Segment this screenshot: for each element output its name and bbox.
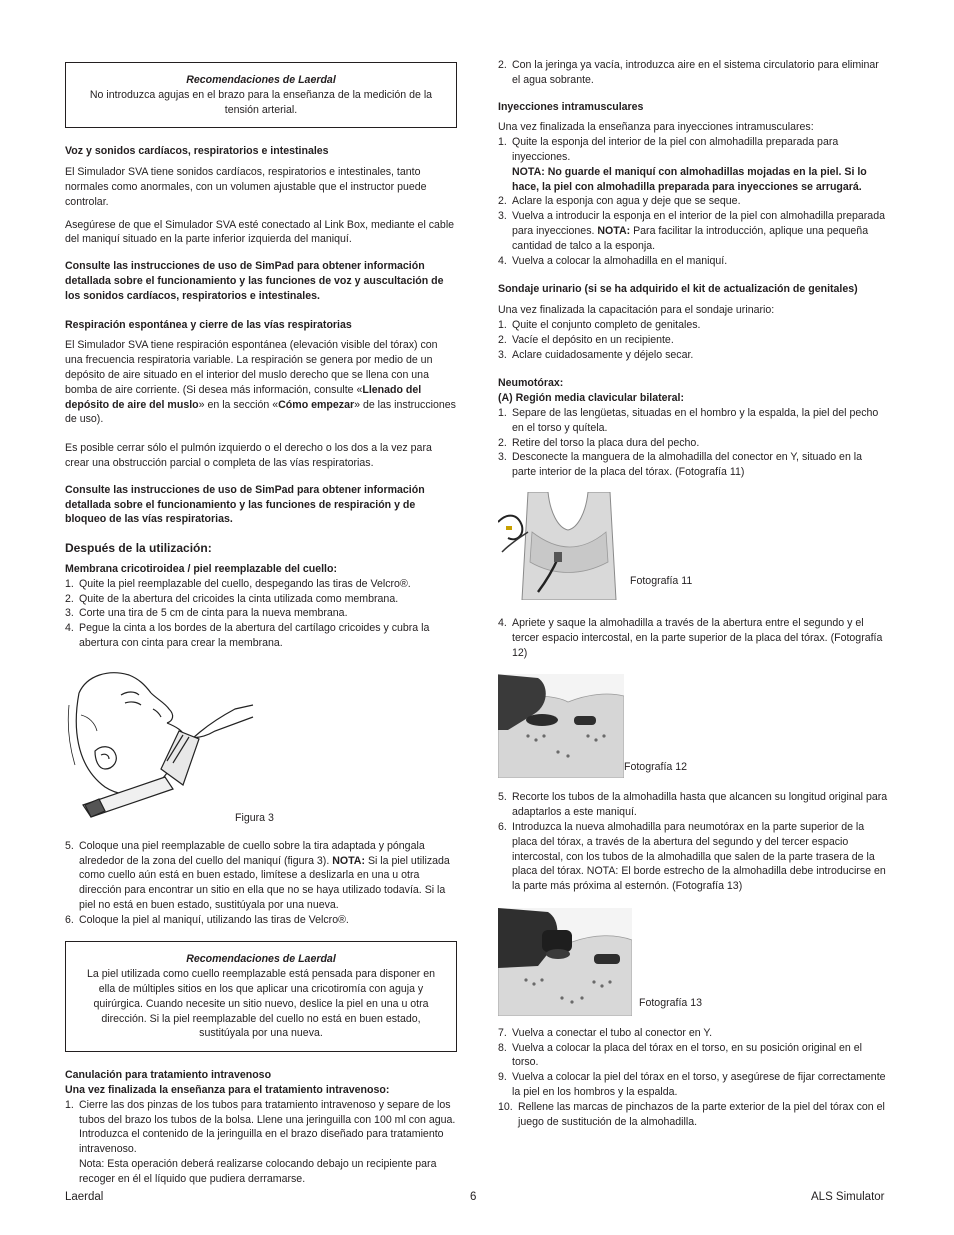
steps-list	[498, 135, 888, 268]
list-item: 4. Vuelva a colocar la almohadilla en el maniquí.	[498, 254, 728, 267]
subheading-membrana: Membrana cricotiroidea / piel reemplazable del cuello:	[65, 562, 337, 575]
list-item: 2. Vacíe el depósito en un recipiente.	[498, 333, 674, 346]
steps-list	[498, 616, 888, 660]
chest-plate-photo-11	[498, 492, 638, 600]
list-item: 3. Aclare cuidadosamente y déjelo secar.	[498, 348, 694, 361]
paragraph: El Simulador SVA tiene respiración espontánea (elevación visible del tórax) con una frecuencia respiratoria variable. La respiración se genera por medio de un depósito de aire situado en el interior del muslo derecho que se llena con una bomba de aire corriente. (Si desea más información, consulte «Llenado del depósito de aire del muslo» en la sección «Cómo empezar» de las instrucciones de uso).	[65, 339, 456, 426]
section-heading-despues: Después de la utilización:	[65, 541, 212, 556]
section-heading-voz: Voz y sonidos cardíacos, respiratorios e intestinales	[65, 145, 329, 158]
left-column	[65, 58, 457, 1187]
list-item: 1. Quite la esponja del interior de la piel con almohadilla preparada para inyecciones. NOTA: No guarde el maniquí con almohadillas mojadas en la piel. Si lo hace, la piel con almohadilla preparada para inyecciones se arrugará.	[498, 136, 867, 193]
list-item: 1. Separe de las lengüetas, situadas en el hombro y la espalda, la piel del pecho en el torso y quítela.	[498, 406, 879, 434]
photo-caption: Fotografía 13	[639, 996, 703, 1009]
photo-12	[498, 674, 888, 782]
steps-list	[65, 1098, 457, 1187]
paragraph: Una vez finalizada la enseñanza para inyecciones intramusculares:	[498, 121, 814, 134]
list-item: 3. Desconecte la manguera de la almohadilla del conector en Y, situado en la parte interior de la placa del tórax. (Fotografía 11)	[498, 451, 863, 479]
list-item: 2. Quite de la abertura del cricoides la cinta utilizada como membrana.	[65, 592, 399, 605]
section-heading-neumotorax: Neumotórax:	[498, 377, 564, 390]
footer-brand: Laerdal	[65, 1191, 104, 1203]
list-item: 2. Aclare la esponja con agua y deje que se seque.	[498, 195, 741, 208]
box-title: Recomendaciones de Laerdal	[186, 74, 336, 86]
paragraph: Asegúrese de que el Simulador SVA esté conectado al Link Box, mediante el cable del maniquí situado en la parte inferior izquierda del maniquí.	[65, 218, 455, 246]
steps-list	[498, 318, 888, 362]
right-column	[498, 58, 888, 1129]
list-item: 5. Coloque una piel reemplazable de cuello sobre la tira adaptada y póngala alrededor de la zona del cuello del maniquí (figura 3). NOTA: Si la piel utilizada como cuello aún está en buen estado, limítese a deslizarla en una u otra dirección para encontrar un sitio en ella que no se haya utilizado todavía. Si la piel no está en buen estado, sustitúyala por una nueva.	[65, 839, 450, 911]
chest-plate-photo-12	[498, 674, 624, 778]
box-title: Recomendaciones de Laerdal	[186, 953, 336, 966]
mannequin-head-illustration	[65, 665, 255, 825]
list-item: 2. Con la jeringa ya vacía, introduzca aire en el sistema circulatorio para eliminar el agua sobrante.	[498, 59, 879, 86]
list-item: 9. Vuelva a colocar la piel del tórax en el torso, y asegúrese de fijar correctamente la piel en los hombros y la espalda.	[498, 1071, 886, 1099]
list-item: 3. Corte una tira de 5 cm de cinta para la nueva membrana.	[65, 607, 348, 620]
subheading-canulacion: Una vez finalizada la enseñanza para el tratamiento intravenoso:	[65, 1084, 390, 1097]
steps-list	[498, 406, 888, 480]
footer-product: ALS Simulator	[811, 1191, 885, 1203]
list-item: 10. Rellene las marcas de pinchazos de la parte exterior de la piel del tórax con el juego de sustitución de la almohadilla.	[498, 1100, 885, 1128]
section-heading-canulacion: Canulación para tratamiento intravenoso	[65, 1069, 272, 1082]
simpad-consult-note: Consulte las instrucciones de uso de SimPad para obtener información detallada sobre el funcionamiento y las funciones de respiración y de bloqueo de las vías respiratorias.	[65, 483, 425, 526]
list-item: 1. Quite el conjunto completo de genitales.	[498, 318, 701, 331]
paragraph: Una vez finalizada la capacitación para el sondaje urinario:	[498, 304, 775, 317]
photo-caption: Fotografía 11	[630, 574, 693, 587]
laerdal-recommendation-box-2	[65, 941, 457, 1052]
steps-list	[498, 1026, 888, 1130]
chest-plate-photo-13	[498, 908, 632, 1016]
laerdal-recommendation-box-1	[65, 62, 457, 128]
photo-13	[498, 908, 888, 1020]
section-heading-inyecciones: Inyecciones intramusculares	[498, 100, 644, 113]
simpad-consult-note: Consulte las instrucciones de uso de SimPad para obtener información detallada sobre el funcionamiento y las funciones de voz y auscultación de los sonidos cardíacos, respiratorios e intestinales.	[65, 260, 444, 302]
steps-list	[498, 58, 888, 88]
figure-3	[65, 665, 457, 837]
list-item: 2. Retire del torso la placa dura del pecho.	[498, 436, 700, 449]
list-item: 4. Apriete y saque la almohadilla a través de la abertura entre el segundo y el tercer espacio intercostal, en la parte superior de la placa del tórax. (Fotografía 12)	[498, 616, 883, 659]
photo-caption: Fotografía 12	[624, 761, 688, 774]
paragraph: El Simulador SVA tiene sonidos cardíacos, respiratorios e intestinales, tanto normales como anormales, con un volumen ajustable que el instructor puede controlar.	[65, 166, 427, 208]
steps-list	[65, 839, 457, 928]
page-number: 6	[470, 1191, 477, 1203]
list-item: 8. Vuelva a colocar la placa del tórax en el torso, en su posición original en el torso.	[498, 1041, 862, 1069]
box-text: La piel utilizada como cuello reemplazable está pensada para disponer en ella de múltiples sitios en los que aplicar una cricotiromía con aguja y quirúrgica. Cuando necesite un sitio nuevo, deslice la piel en una u otra dirección. Si la piel reemplazable del cuello no está en buen estado, sustitúyala por una nueva.	[86, 968, 436, 1040]
paragraph: Es posible cerrar sólo el pulmón izquierdo o el derecho o los dos a la vez para crear una obstrucción parcial o completa de las vías respiratorias.	[65, 442, 432, 469]
list-item: 7. Vuelva a conectar el tubo al conector en Y.	[498, 1026, 713, 1039]
list-item: 1. Cierre las dos pinzas de los tubos para tratamiento intravenoso y separe de los tubos del brazo los tubos de la bolsa. Llene una jeringuilla con 100 ml con agua. Introduzca el contenido de la jeringuilla en el brazo diseñado para tratamiento intravenoso. Nota: Esta operación deberá realizarse colocando debajo un recipiente para recoger en él el líquido que pudiera derramarse.	[65, 1098, 456, 1185]
list-item: 6. Introduzca la nueva almohadilla para neumotórax en la parte superior de la placa del tórax, a través de la abertura del segundo y del tercer espacio intercostal, con los tubos de la almohadilla que salen de la parte trasera de la placa del tórax. NOTA: El borde estrecho de la almohadilla debe introducirse en la parte más próxima al esternón. (Fotografía 13)	[498, 820, 886, 893]
box-text: No introduzca agujas en el brazo para la enseñanza de la medición de la tensión arterial.	[89, 88, 433, 116]
list-item: 5. Recorte los tubos de la almohadilla hasta que alcancen su longitud original para adaptarlos a este maniquí.	[498, 791, 888, 819]
figure-caption: Figura 3	[235, 811, 274, 824]
section-heading-sondaje: Sondaje urinario (si se ha adquirido el kit de actualización de genitales)	[498, 283, 858, 296]
list-item: 1. Quite la piel reemplazable del cuello, despegando las tiras de Velcro®.	[65, 577, 411, 590]
steps-list	[498, 790, 888, 894]
list-item: 3. Vuelva a introducir la esponja en el interior de la piel con almohadilla preparada para inyecciones. NOTA: Para facilitar la introducción, aplique una pequeña cantidad de talco a la esponja.	[498, 210, 885, 252]
steps-list	[65, 577, 457, 651]
photo-11	[498, 492, 888, 608]
section-heading-respiracion: Respiración espontánea y cierre de las vías respiratorias	[65, 318, 352, 331]
list-item: 6. Coloque la piel al maniquí, utilizando las tiras de Velcro®.	[65, 913, 349, 926]
list-item: 4. Pegue la cinta a los bordes de la abertura del cartílago cricoides y cubra la abertura con cinta para crear la membrana.	[65, 622, 430, 649]
subheading-neumotorax: (A) Región media clavicular bilateral:	[498, 392, 685, 405]
